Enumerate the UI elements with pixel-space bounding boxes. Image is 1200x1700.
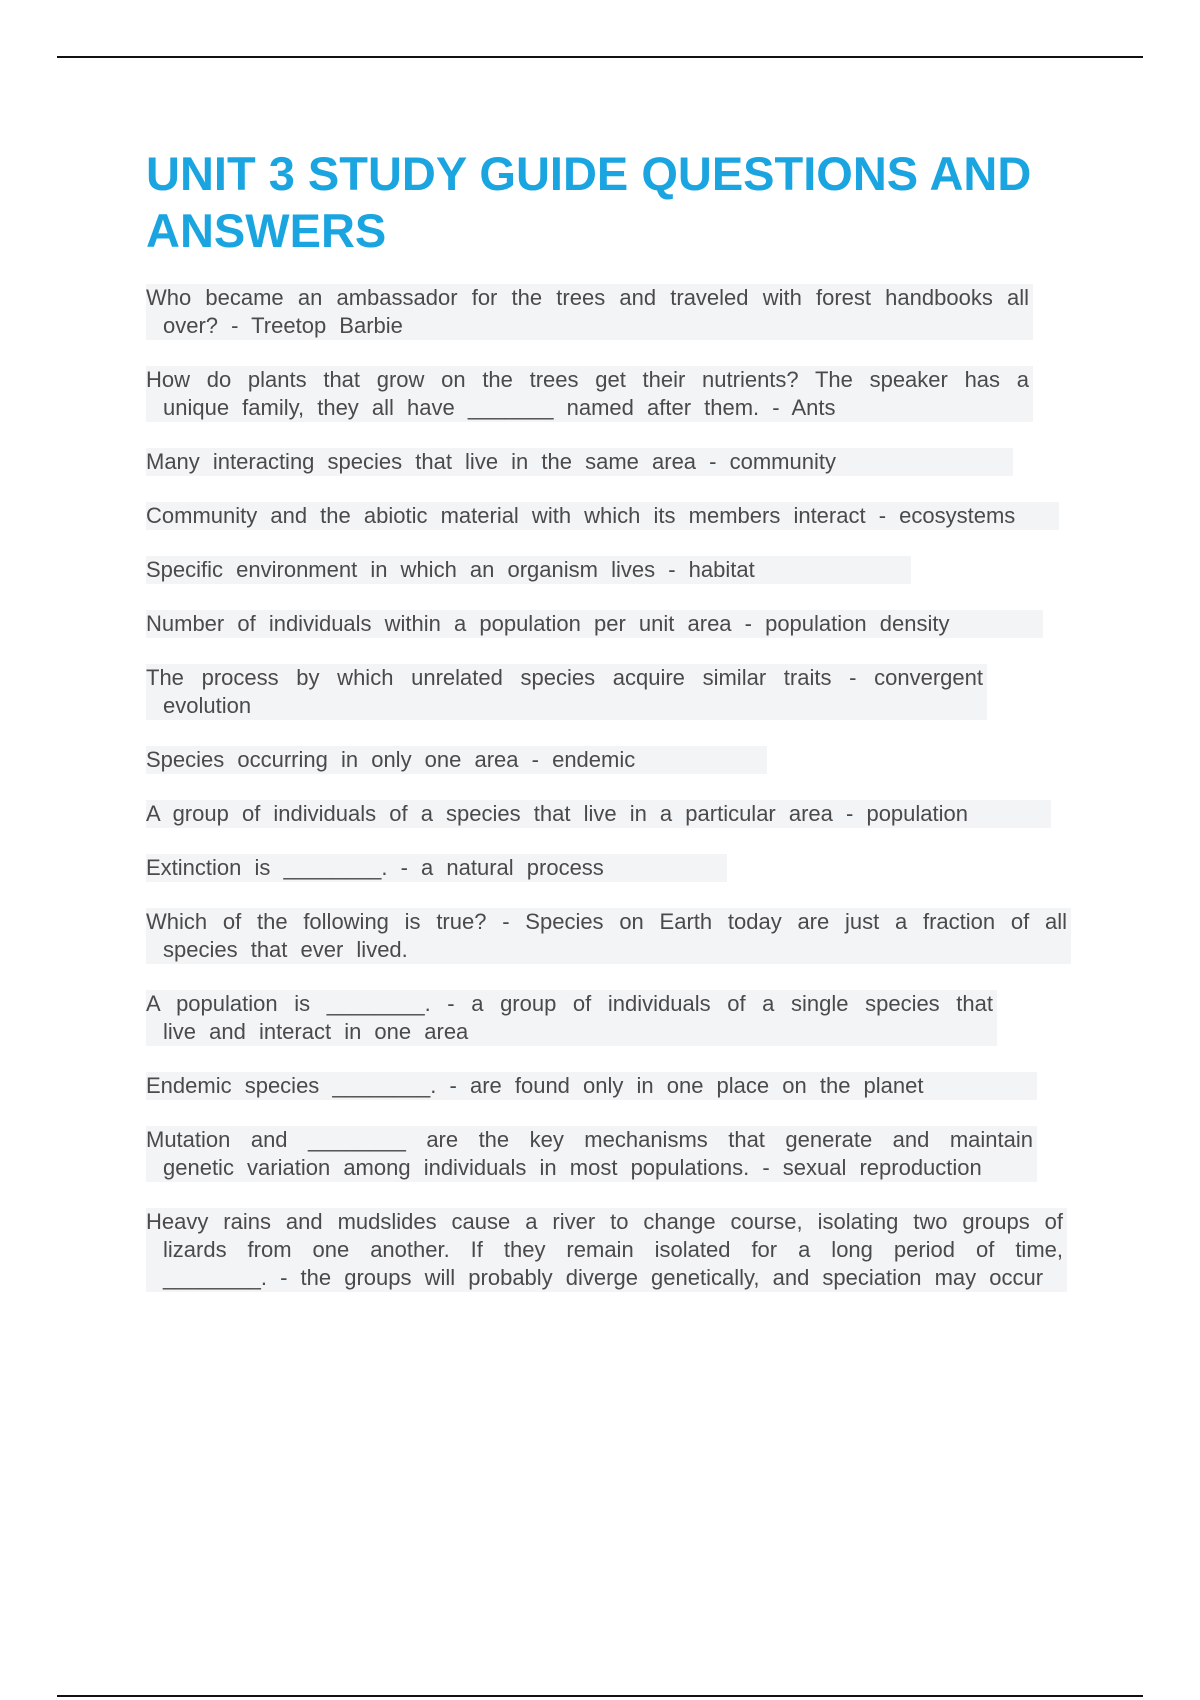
qa-item-10: Extinction is ________. - a natural process	[146, 854, 727, 882]
qa-item-6: Number of individuals within a population per unit area - population density	[146, 610, 1043, 638]
qa-item-3: Many interacting species that live in the same area - community	[146, 448, 1013, 476]
qa-item-2: How do plants that grow on the trees get their nutrients? The speaker has a unique family, they all have _______ named after them. - Ants	[146, 366, 1033, 422]
qa-item-4: Community and the abiotic material with which its members interact - ecosystems	[146, 502, 1059, 530]
qa-item-9: A group of individuals of a species that live in a particular area - population	[146, 800, 1051, 828]
bottom-rule	[57, 1695, 1143, 1697]
qa-list	[146, 284, 1067, 1318]
qa-item-13: Endemic species ________. - are found only in one place on the planet	[146, 1072, 1037, 1100]
qa-item-1: Who became an ambassador for the trees and traveled with forest handbooks all over? - Treetop Barbie	[146, 284, 1033, 340]
qa-item-14: Mutation and ________ are the key mechanisms that generate and maintain genetic variation among individuals in most populations. - sexual reproduction	[146, 1126, 1037, 1182]
qa-item-8: Species occurring in only one area - endemic	[146, 746, 767, 774]
qa-item-5: Specific environment in which an organism lives - habitat	[146, 556, 911, 584]
top-rule	[57, 56, 1143, 58]
qa-item-7: The process by which unrelated species acquire similar traits - convergent evolution	[146, 664, 987, 720]
qa-item-11: Which of the following is true? - Species on Earth today are just a fraction of all species that ever lived.	[146, 908, 1071, 964]
qa-item-12: A population is ________. - a group of individuals of a single species that live and interact in one area	[146, 990, 997, 1046]
qa-item-15: Heavy rains and mudslides cause a river to change course, isolating two groups of lizards from one another. If they remain isolated for a long period of time, ________. - the groups will probably diverge genetically, and speciation may occur	[146, 1208, 1067, 1292]
page-title: UNIT 3 STUDY GUIDE QUESTIONS AND ANSWERS	[146, 147, 1032, 257]
